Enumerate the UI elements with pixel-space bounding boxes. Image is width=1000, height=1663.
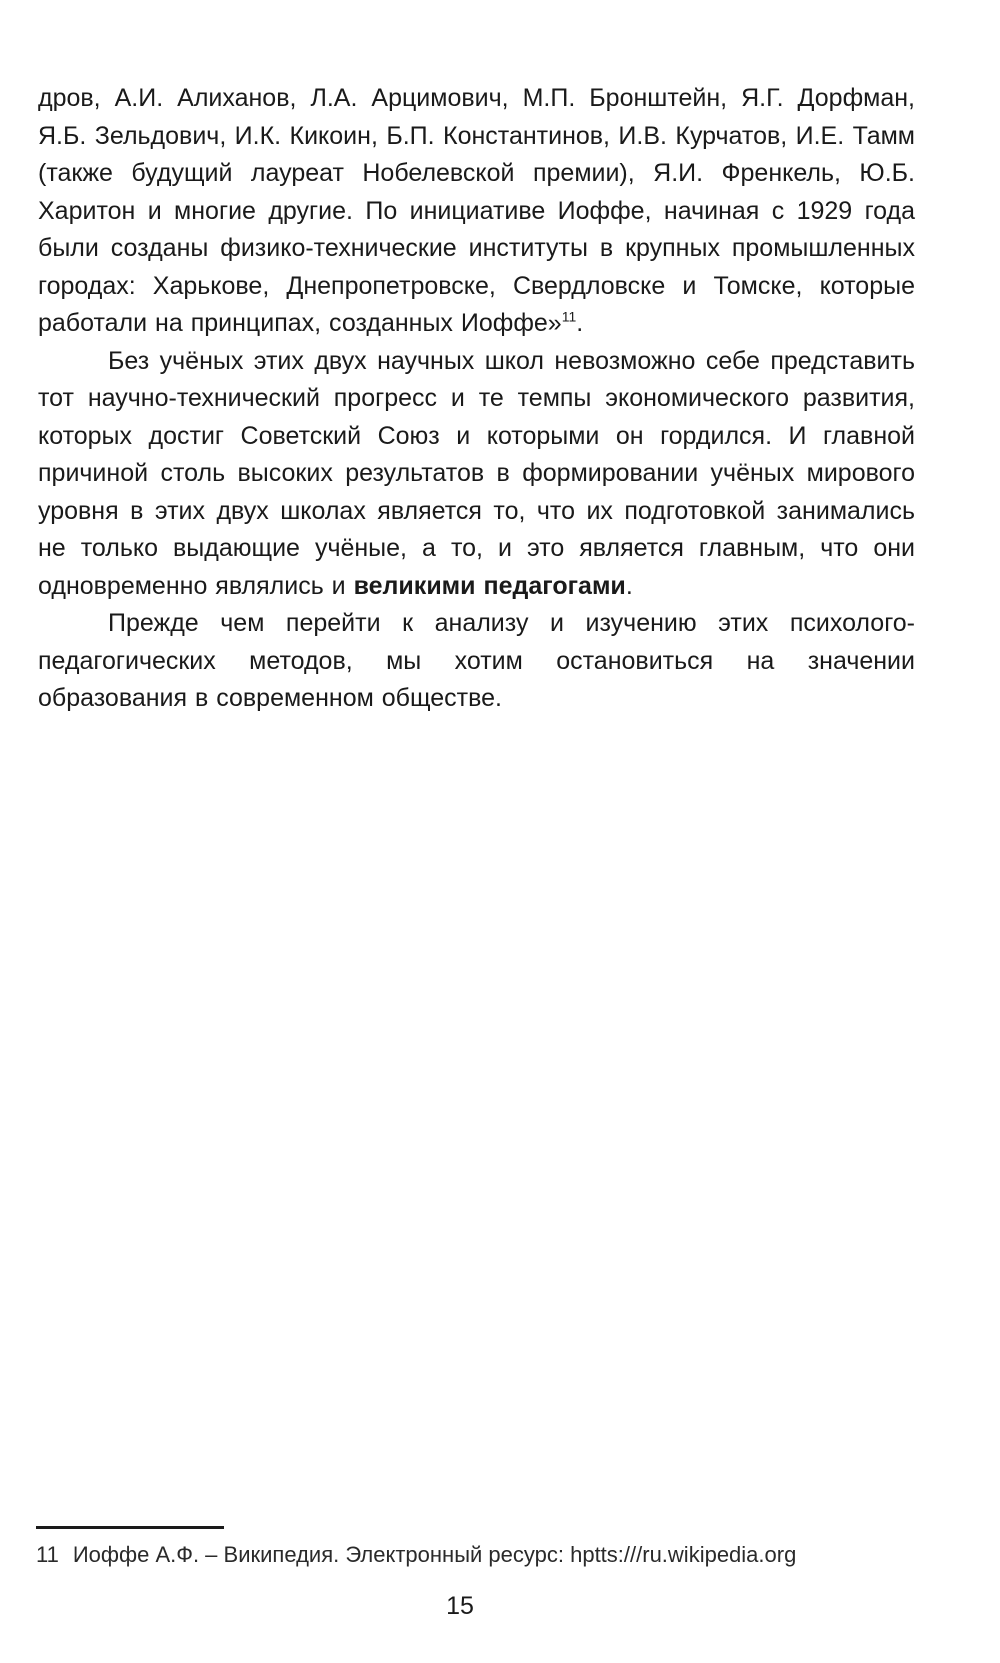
footnote-divider [36, 1526, 224, 1529]
bold-phrase: великими педагогами [353, 571, 626, 600]
paragraph-1-end: . [576, 309, 584, 337]
footnote-reference[interactable]: 11 [561, 308, 577, 325]
footnote [36, 1541, 936, 1569]
footnote-number: 11 [36, 1542, 59, 1567]
page-body [38, 80, 915, 718]
paragraph-3: Прежде чем перейти к анализу и изучению этих психолого-педагогических методов, мы хотим остановиться на значении образования в современном обществе. [38, 609, 915, 712]
paragraph-2-end: . [625, 571, 633, 600]
page-number: 15 [446, 1592, 474, 1620]
footnote-text: Иоффе А.Ф. – Википедия. Электронный ресурс: hptts:///ru.wikipedia.org [72, 1542, 797, 1567]
paragraph-2-text: Без учёных этих двух научных школ невозможно себе представить тот научно-технический прогресс и те темпы экономического развития, которых достиг Советский Союз и которыми он гордился. И главной причиной столь высоких результатов в формировании учёных мирового уровня в этих двух школах является то, что их подготовкой занимались не только выдающие учёные, а то, и это является главным, что они одновременно являлись и [38, 346, 915, 600]
paragraph-1-text: дров, А.И. Алиханов, Л.А. Арцимович, М.П. Бронштейн, Я.Г. Дорфман, Я.Б. Зельдович, И.К. Кикоин, Б.П. Константинов, И.В. Курчатов, И.Е. Тамм (также будущий лауреат Нобелевской премии), Я.И. Френкель, Ю.Б. Харитон и многие другие. По инициативе Иоффе, начиная с 1929 года были созданы физико-технические институты в крупных промышленных городах: Харькове, Днепропетровске, Свердловске и Томске, которые работали на принципах, созданных Иоффе» [38, 84, 915, 337]
paragraph-2 [38, 343, 915, 606]
paragraph-1 [38, 80, 915, 343]
